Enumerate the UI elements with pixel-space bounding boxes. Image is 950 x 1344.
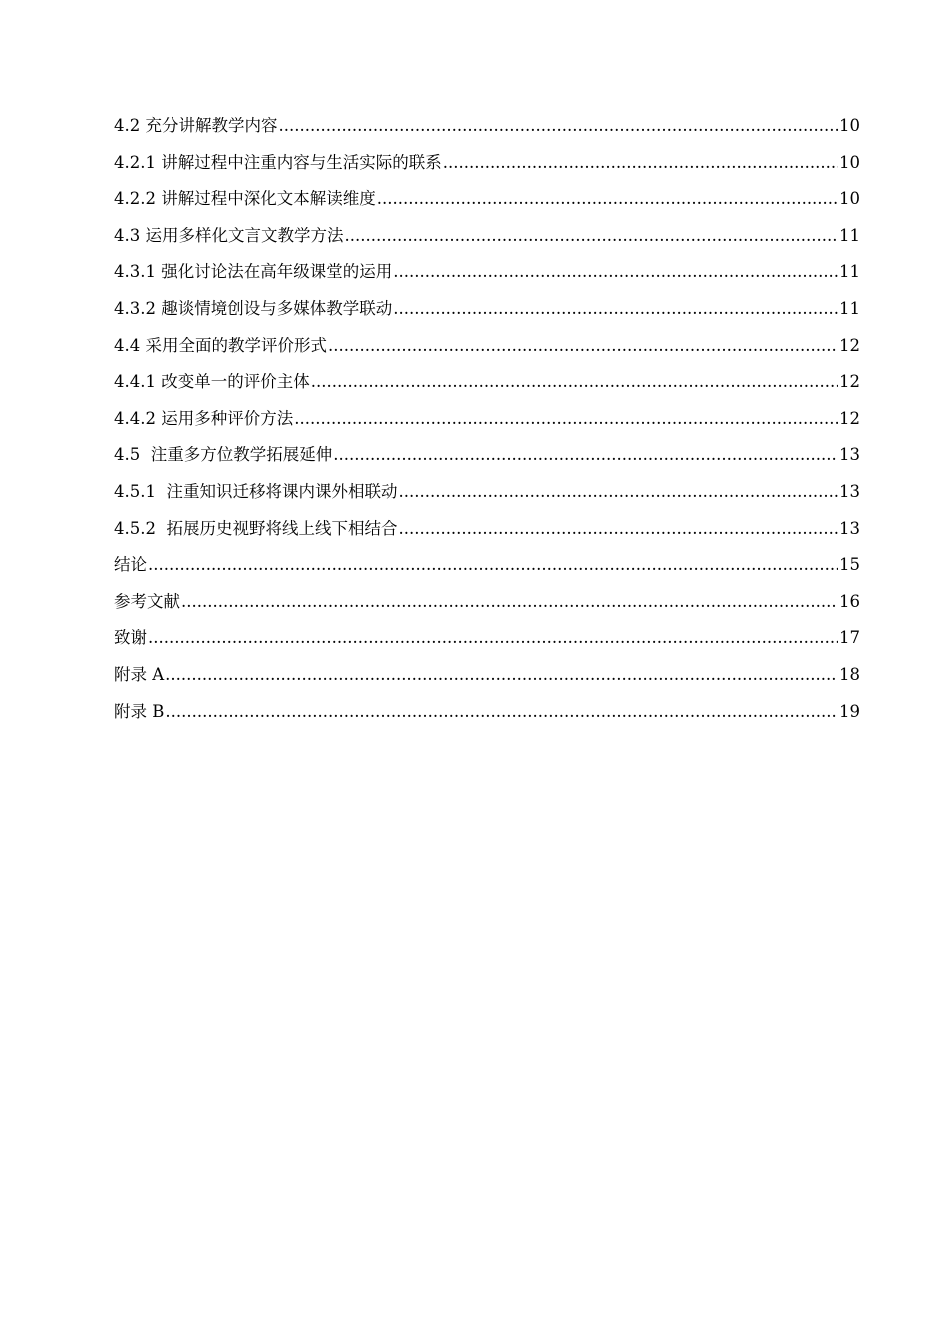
toc-entry[interactable] xyxy=(114,515,860,552)
toc-entry[interactable] xyxy=(114,551,860,588)
table-of-contents xyxy=(114,112,860,734)
toc-entry[interactable] xyxy=(114,149,860,186)
toc-dot-leader xyxy=(148,628,838,647)
toc-entry-title: 致谢 xyxy=(114,628,147,648)
toc-dot-leader xyxy=(393,262,838,281)
toc-entry[interactable] xyxy=(114,698,860,735)
toc-dot-leader xyxy=(398,482,838,501)
toc-entry-title: 4.5 注重多方位教学拓展延伸 xyxy=(114,445,333,465)
toc-entry-page-number: 13 xyxy=(839,445,860,465)
toc-entry-page-number: 19 xyxy=(839,701,860,721)
toc-dot-leader xyxy=(311,372,838,391)
toc-entry-page-number: 16 xyxy=(839,591,860,611)
toc-entry-page-number: 17 xyxy=(839,628,860,648)
toc-entry[interactable] xyxy=(114,478,860,515)
toc-entry-page-number: 10 xyxy=(839,116,860,135)
toc-dot-leader xyxy=(165,665,838,684)
toc-dot-leader xyxy=(279,116,839,135)
toc-entry-page-number: 13 xyxy=(839,518,860,538)
toc-entry[interactable] xyxy=(114,661,860,698)
toc-entry-title: 4.4.1 改变单一的评价主体 xyxy=(114,372,310,392)
toc-entry[interactable] xyxy=(114,112,860,149)
toc-entry-page-number: 12 xyxy=(839,372,860,392)
toc-entry-page-number: 12 xyxy=(839,408,860,428)
toc-entry-page-number: 18 xyxy=(839,664,860,684)
toc-entry[interactable] xyxy=(114,441,860,478)
toc-entry[interactable] xyxy=(114,588,860,625)
toc-entry-title: 4.3 运用多样化文言文教学方法 xyxy=(114,225,344,245)
toc-entry-title: 附录 A xyxy=(114,664,165,684)
toc-entry-page-number: 11 xyxy=(839,298,860,318)
toc-entry-title: 结论 xyxy=(114,555,147,575)
toc-entry-title: 附录 B xyxy=(114,701,165,721)
toc-entry[interactable] xyxy=(114,405,860,442)
toc-entry-title: 4.3.2 趣谈情境创设与多媒体教学联动 xyxy=(114,298,393,318)
toc-entry[interactable] xyxy=(114,295,860,332)
toc-dot-leader xyxy=(398,519,838,538)
toc-entry-page-number: 10 xyxy=(839,152,860,172)
toc-entry[interactable] xyxy=(114,222,860,259)
toc-entry[interactable] xyxy=(114,368,860,405)
toc-entry-title: 4.2.1 讲解过程中注重内容与生活实际的联系 xyxy=(114,152,442,172)
toc-dot-leader xyxy=(181,592,838,611)
toc-entry-page-number: 11 xyxy=(839,225,860,245)
toc-entry[interactable] xyxy=(114,185,860,222)
toc-dot-leader xyxy=(328,336,838,355)
toc-entry-title: 4.4 采用全面的教学评价形式 xyxy=(114,335,327,355)
toc-dot-leader xyxy=(165,702,838,721)
toc-entry-page-number: 12 xyxy=(839,335,860,355)
toc-dot-leader xyxy=(377,189,838,208)
toc-entry-title: 4.5.1 注重知识迁移将课内课外相联动 xyxy=(114,481,398,501)
toc-dot-leader xyxy=(148,555,838,574)
toc-entry-title: 4.5.2 拓展历史视野将线上线下相结合 xyxy=(114,518,398,538)
toc-entry-page-number: 10 xyxy=(839,189,860,209)
toc-entry-title: 4.4.2 运用多种评价方法 xyxy=(114,408,294,428)
toc-entry-title: 参考文献 xyxy=(114,591,180,611)
toc-entry-title: 4.3.1 强化讨论法在高年级课堂的运用 xyxy=(114,262,393,282)
toc-entry[interactable] xyxy=(114,332,860,369)
toc-dot-leader xyxy=(345,226,839,245)
toc-entry[interactable] xyxy=(114,624,860,661)
toc-entry-page-number: 11 xyxy=(839,262,860,282)
toc-entry[interactable] xyxy=(114,258,860,295)
toc-dot-leader xyxy=(333,445,838,464)
toc-entry-title: 4.2.2 讲解过程中深化文本解读维度 xyxy=(114,189,376,209)
toc-entry-page-number: 15 xyxy=(839,555,860,575)
toc-dot-leader xyxy=(393,299,838,318)
toc-dot-leader xyxy=(294,409,838,428)
toc-entry-title: 4.2 充分讲解教学内容 xyxy=(114,116,278,135)
toc-dot-leader xyxy=(443,153,838,172)
toc-entry-page-number: 13 xyxy=(839,481,860,501)
